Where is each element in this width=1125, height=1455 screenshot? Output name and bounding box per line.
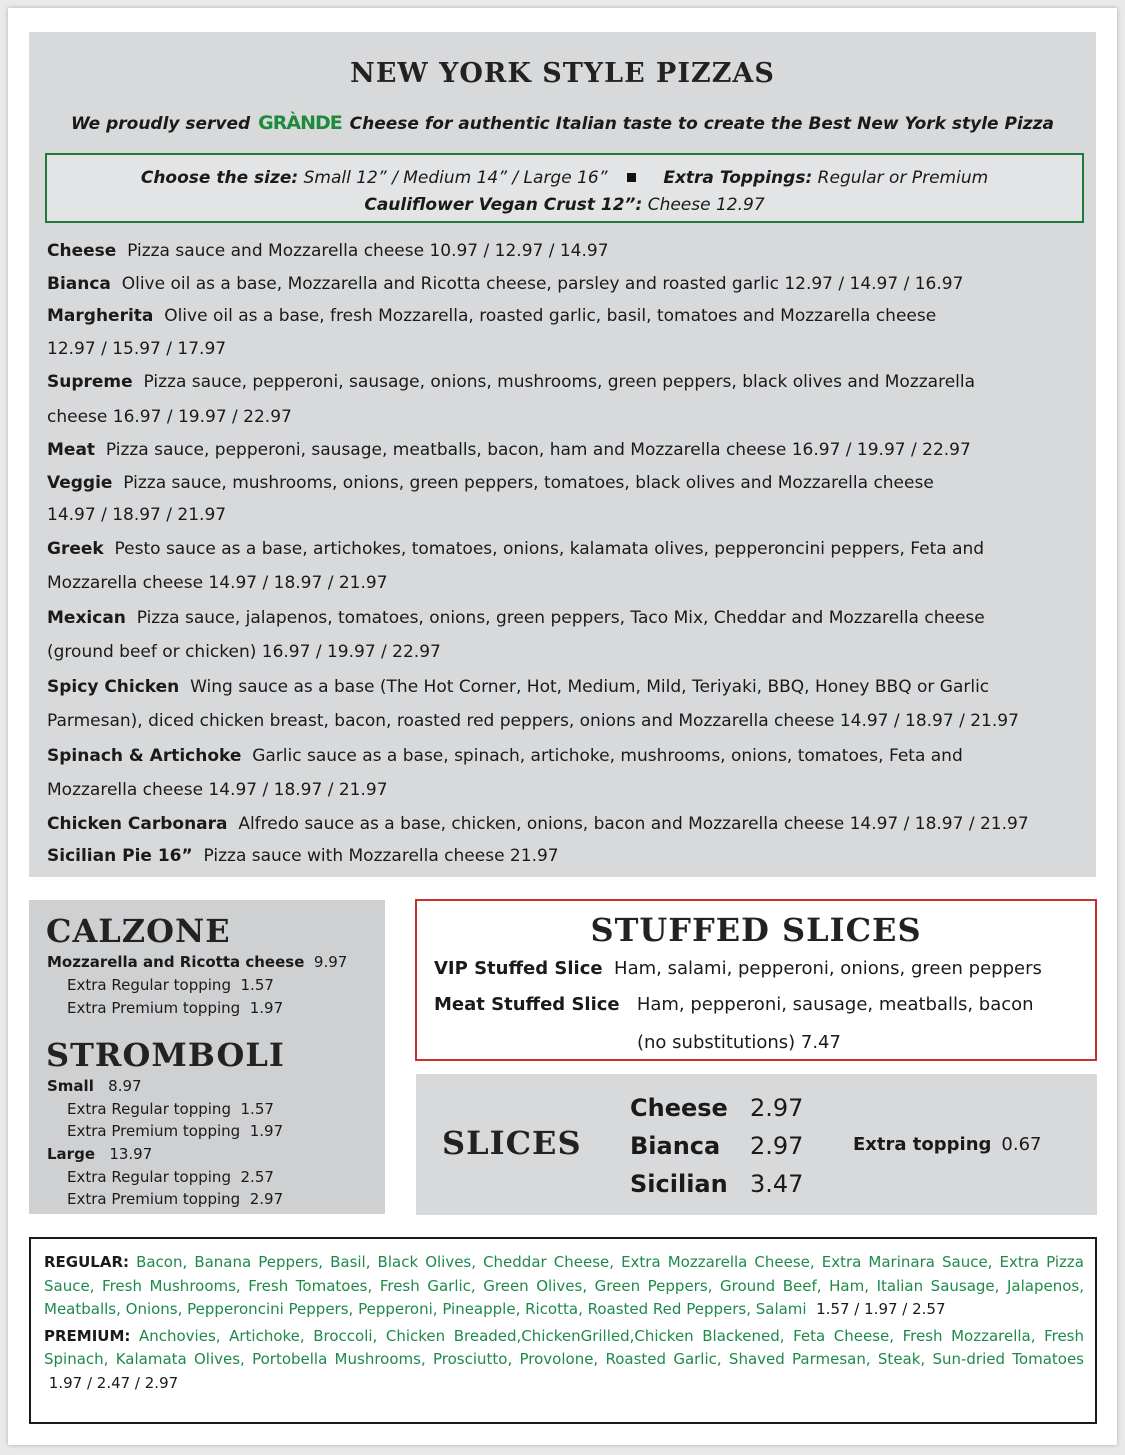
stromboli-small-premium xyxy=(67,1122,283,1140)
pizza-item-chicken-carbonara xyxy=(47,808,1082,841)
extra-price: 1.57 xyxy=(240,976,274,994)
pizza-item-meat xyxy=(47,434,1082,467)
stromboli-large xyxy=(47,1145,152,1163)
stuffed-description: Ham, salami, pepperoni, onions, green peppers xyxy=(614,958,1042,979)
stromboli-title: STROMBOLI xyxy=(46,1036,285,1074)
regular-toppings-label: REGULAR: xyxy=(44,1253,130,1271)
extra-label: Extra Regular topping xyxy=(67,976,231,994)
stromboli-small-regular xyxy=(67,1100,274,1118)
pizza-description: Olive oil as a base, Mozzarella and Ricotta cheese, parsley and roasted garlic 12.97 / 14.97 / 16.97 xyxy=(121,273,964,294)
vegan-crust-label: Cauliflower Vegan Crust 12”: xyxy=(364,195,643,215)
pizza-description: Pizza sauce, mushrooms, onions, green peppers, tomatoes, black olives and Mozzarella cheese xyxy=(123,472,934,493)
pizza-name: Bianca xyxy=(47,273,111,294)
vegan-crust-value: Cheese 12.97 xyxy=(647,195,765,215)
stuffed-note: (no substitutions) 7.47 xyxy=(637,1032,841,1053)
pizza-description: Pesto sauce as a base, artichokes, tomatoes, onions, kalamata olives, pepperoncini peppers, Feta and xyxy=(114,538,985,559)
pizza-description: Pizza sauce, jalapenos, tomatoes, onions, green peppers, Taco Mix, Cheddar and Mozzarella cheese xyxy=(136,607,985,628)
extra-label: Extra Premium topping xyxy=(67,1190,241,1208)
regular-toppings-list: Bacon, Banana Peppers, Basil, Black Olives, Cheddar Cheese, Extra Mozzarella Cheese, Extra Marinara Sauce, Extra Pizza Sauce, Fresh Mushrooms, Fresh Tomatoes, Fresh Garlic, Green Olives, Green Peppers, Ground Beef, Ham, Italian Sausage, Jalapenos, Meatballs, Onions, Pepperoncini Peppers, Pepperoni, Pineapple, Ricotta, Roasted Red Peppers, Salami xyxy=(44,1253,1084,1318)
pizza-name: Spinach & Artichoke xyxy=(47,745,242,766)
pizza-description-cont: Mozzarella cheese 14.97 / 18.97 / 21.97 xyxy=(47,573,388,593)
pizza-description-cont: (ground beef or chicken) 16.97 / 19.97 / 22.97 xyxy=(47,642,441,662)
pizza-description: Garlic sauce as a base, spinach, artichoke, mushrooms, onions, tomatoes, Feta and xyxy=(252,745,963,766)
pizza-item-greek xyxy=(47,532,1082,601)
extra-price: 1.57 xyxy=(240,1100,274,1118)
calzone-title: CALZONE xyxy=(46,912,231,950)
premium-toppings-label: PREMIUM: xyxy=(44,1326,131,1345)
meat-stuffed-slice xyxy=(434,994,1034,1015)
tagline-end: Cheese for authentic Italian taste to create the Best New York style Pizza xyxy=(349,114,1055,134)
pizza-item-supreme xyxy=(47,365,1082,434)
pizza-name: Greek xyxy=(47,538,104,559)
pizza-name: Margherita xyxy=(47,306,154,326)
slice-item-bianca xyxy=(630,1132,803,1160)
extra-topping-price: 0.67 xyxy=(1001,1134,1042,1155)
slice-item-sicilian xyxy=(630,1170,803,1198)
menu-page xyxy=(8,8,1117,1445)
pizza-description: Pizza sauce and Mozzarella cheese 10.97 / 12.97 / 14.97 xyxy=(127,241,609,261)
toppings-section xyxy=(29,1237,1097,1424)
extra-label: Extra Premium topping xyxy=(67,1122,241,1140)
extra-price: 1.97 xyxy=(249,1122,284,1140)
pizza-item-sicilian-pie xyxy=(47,840,1082,873)
pizza-description-cont: 14.97 / 18.97 / 21.97 xyxy=(47,505,227,525)
stuffed-description: Ham, pepperoni, sausage, meatballs, bacon xyxy=(636,994,1034,1015)
calzone-stromboli-section xyxy=(29,900,385,1214)
calzone-item-name: Mozzarella and Ricotta cheese xyxy=(47,953,305,971)
pizza-name: Supreme xyxy=(47,372,133,392)
pizza-name: Sicilian Pie 16” xyxy=(47,846,193,866)
stuffed-name: VIP Stuffed Slice xyxy=(434,958,603,979)
pizza-description-cont: Parmesan), diced chicken breast, bacon, roasted red peppers, onions and Mozzarella cheese 14.97 / 18.97 / 21.97 xyxy=(47,711,1019,731)
extra-label: Extra Regular topping xyxy=(67,1100,231,1118)
stuffed-slices-section xyxy=(415,899,1097,1061)
pizza-name: Meat xyxy=(47,440,96,460)
size-value: Small 12” / Medium 14” / Large 16” xyxy=(303,168,608,188)
pizza-section xyxy=(29,32,1096,877)
extra-topping-label: Extra topping xyxy=(853,1134,992,1155)
pizza-item-veggie xyxy=(47,467,1082,532)
pizza-description-cont: Mozzarella cheese 14.97 / 18.97 / 21.97 xyxy=(47,780,388,800)
pizza-list xyxy=(47,235,1082,873)
pizza-name: Chicken Carbonara xyxy=(47,813,228,834)
grande-logo: GRÀNDE xyxy=(258,112,342,134)
extra-price: 2.97 xyxy=(249,1190,284,1208)
tagline xyxy=(29,112,1096,134)
calzone-extra-regular xyxy=(67,976,274,994)
calzone-price: 9.97 xyxy=(313,953,348,971)
slice-price: 3.47 xyxy=(750,1170,804,1198)
stuffed-slices-title: STUFFED SLICES xyxy=(590,911,922,949)
pizza-description: Wing sauce as a base (The Hot Corner, Hot, Medium, Mild, Teriyaki, BBQ, Honey BBQ or Garlic xyxy=(190,676,990,697)
extra-label: Extra Regular topping xyxy=(67,1168,231,1186)
pizza-description: Pizza sauce with Mozzarella cheese 21.97 xyxy=(203,846,559,866)
slice-extra-topping xyxy=(853,1134,1042,1155)
premium-toppings-list: Anchovies, Artichoke, Broccoli, Chicken Breaded,ChickenGrilled,Chicken Blackened, Feta Cheese, Fresh Mozzarella, Fresh Spinach, Kalamata Olives, Portobella Mushrooms, Prosciutto, Provolone, Roasted Garlic, Shaved Parmesan, Steak, Sun-dried Tomatoes xyxy=(44,1326,1084,1368)
slice-name: Bianca xyxy=(630,1132,721,1160)
premium-toppings xyxy=(44,1325,1084,1396)
slice-price: 2.97 xyxy=(750,1094,804,1122)
pizza-description-cont: 12.97 / 15.97 / 17.97 xyxy=(47,338,227,359)
slice-price: 2.97 xyxy=(750,1132,804,1160)
pizza-item-spicy-chicken xyxy=(47,670,1082,739)
slices-title: SLICES xyxy=(442,1124,582,1162)
calzone-extra-premium xyxy=(67,999,283,1017)
size-price: 13.97 xyxy=(109,1145,153,1163)
stromboli-small xyxy=(47,1077,142,1095)
pizza-item-mexican xyxy=(47,601,1082,670)
slices-section xyxy=(416,1074,1097,1215)
tagline-start: We proudly served xyxy=(70,114,251,134)
pizza-item-bianca xyxy=(47,268,1082,301)
calzone-item xyxy=(47,953,347,971)
vip-stuffed-slice xyxy=(434,958,1042,979)
vegan-crust-line xyxy=(47,192,1082,219)
size-label: Choose the size: xyxy=(140,168,299,188)
size-name: Large xyxy=(47,1145,95,1163)
pizza-item-margherita xyxy=(47,300,1082,365)
pizza-item-spinach-artichoke xyxy=(47,739,1082,808)
slice-name: Cheese xyxy=(630,1094,728,1122)
pizza-description: Pizza sauce, pepperoni, sausage, onions, mushrooms, green peppers, black olives and Mozzarella xyxy=(143,372,976,392)
pizza-name: Veggie xyxy=(47,472,113,493)
size-price: 8.97 xyxy=(108,1077,142,1095)
stromboli-large-regular xyxy=(67,1168,274,1186)
extra-toppings-label: Extra Toppings: xyxy=(663,168,813,188)
pizza-section-title: NEW YORK STYLE PIZZAS xyxy=(350,58,775,89)
size-name: Small xyxy=(47,1077,94,1095)
pizza-description: Olive oil as a base, fresh Mozzarella, roasted garlic, basil, tomatoes and Mozzarella cheese xyxy=(164,306,937,326)
pizza-name: Mexican xyxy=(47,607,126,628)
slice-item-cheese xyxy=(630,1094,803,1122)
extra-price: 1.97 xyxy=(249,999,284,1017)
regular-toppings-prices: 1.57 / 1.97 / 2.57 xyxy=(816,1300,946,1318)
premium-toppings-prices: 1.97 / 2.47 / 2.97 xyxy=(48,1373,179,1392)
pizza-item-cheese xyxy=(47,235,1082,268)
stromboli-large-premium xyxy=(67,1190,283,1208)
pizza-name: Spicy Chicken xyxy=(47,676,180,697)
size-line xyxy=(47,165,1082,192)
size-options-box xyxy=(45,153,1084,223)
pizza-description: Alfredo sauce as a base, chicken, onions, bacon and Mozzarella cheese 14.97 / 18.97 / 21.97 xyxy=(238,813,1029,834)
pizza-description-cont: cheese 16.97 / 19.97 / 22.97 xyxy=(47,406,292,427)
extra-label: Extra Premium topping xyxy=(67,999,241,1017)
slice-name: Sicilian xyxy=(630,1170,728,1198)
stuffed-name: Meat Stuffed Slice xyxy=(434,994,620,1015)
square-bullet-icon xyxy=(627,173,636,182)
pizza-name: Cheese xyxy=(47,241,117,261)
extra-toppings-value: Regular or Premium xyxy=(817,168,989,188)
pizza-description: Pizza sauce, pepperoni, sausage, meatballs, bacon, ham and Mozzarella cheese 16.97 / 19.97 / 22.97 xyxy=(105,440,971,460)
regular-toppings xyxy=(44,1251,1084,1322)
extra-price: 2.57 xyxy=(240,1168,274,1186)
